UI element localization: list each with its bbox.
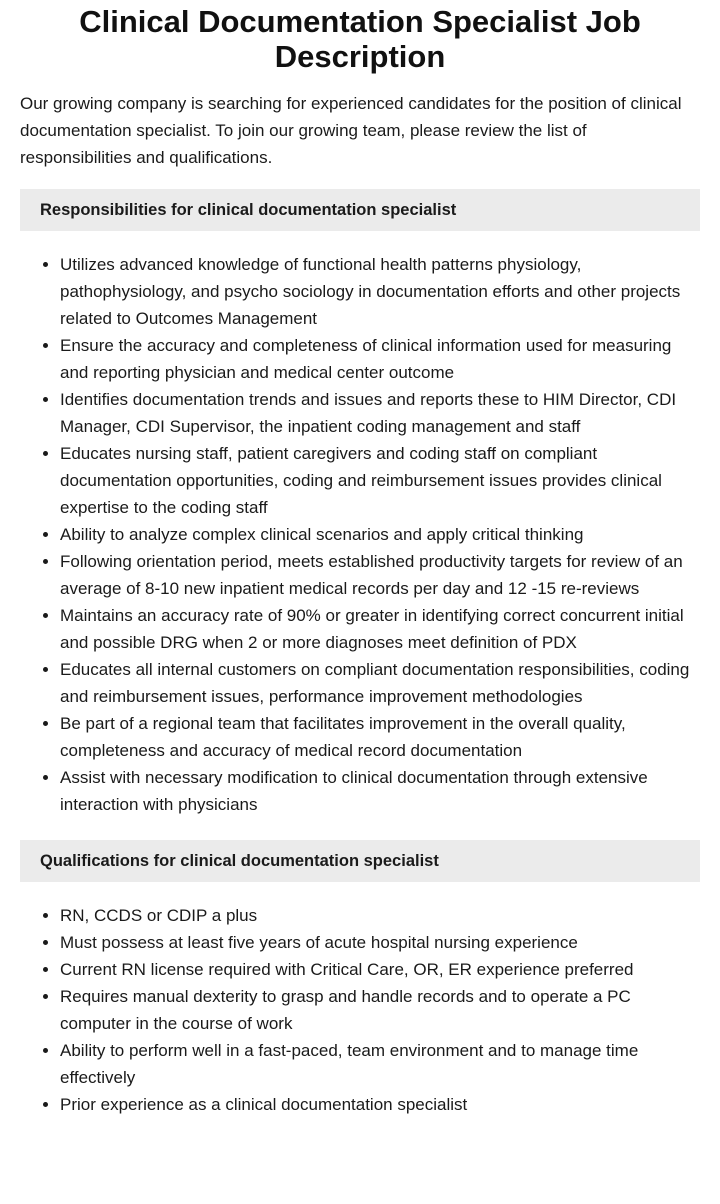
list-item: • Identifies documentation trends and issues and reports these to HIM Director, CDI Manager, CDI Supervisor, the inpatient coding management and staff (60, 386, 700, 440)
list-item: • Maintains an accuracy rate of 90% or greater in identifying correct concurrent initial and possible DRG when 2 or more diagnoses meet definition of PDX (60, 602, 700, 656)
list-item: • Assist with necessary modification to clinical documentation through extensive interaction with physicians (60, 764, 700, 818)
list-item: • Be part of a regional team that facilitates improvement in the overall quality, completeness and accuracy of medical record documentation (60, 710, 700, 764)
list-item: • Must possess at least five years of acute hospital nursing experience (60, 929, 700, 956)
qualifications-heading: Qualifications for clinical documentation specialist (20, 840, 700, 882)
intro-paragraph: Our growing company is searching for experienced candidates for the position of clinical documentation specialist. To join our growing team, please review the list of responsibilities and qualifications. (20, 94, 682, 167)
list-item: • RN, CCDS or CDIP a plus (60, 902, 700, 929)
list-item: • Ability to analyze complex clinical scenarios and apply critical thinking (60, 521, 700, 548)
responsibilities-list (20, 251, 700, 818)
list-item: • Educates all internal customers on compliant documentation responsibilities, coding and reimbursement issues, performance improvement methodologies (60, 656, 700, 710)
list-item: • Utilizes advanced knowledge of functional health patterns physiology, pathophysiology, and psycho sociology in documentation efforts and other projects related to Outcomes Management (60, 251, 700, 332)
list-item: • Current RN license required with Critical Care, OR, ER experience preferred (60, 956, 700, 983)
list-item: • Prior experience as a clinical documentation specialist (60, 1091, 700, 1118)
list-item: • Ensure the accuracy and completeness of clinical information used for measuring and reporting physician and medical center outcome (60, 332, 700, 386)
list-item: • Ability to perform well in a fast-paced, team environment and to manage time effectively (60, 1037, 700, 1091)
list-item: • Requires manual dexterity to grasp and handle records and to operate a PC computer in the course of work (60, 983, 700, 1037)
qualifications-list (20, 902, 700, 1118)
page-title: Clinical Documentation Specialist Job Description (79, 4, 641, 74)
responsibilities-heading: Responsibilities for clinical documentation specialist (20, 189, 700, 231)
job-description-page (0, 4, 720, 1118)
list-item: • Educates nursing staff, patient caregivers and coding staff on compliant documentation opportunities, coding and reimbursement issues provides clinical expertise to the coding staff (60, 440, 700, 521)
list-item: • Following orientation period, meets established productivity targets for review of an average of 8-10 new inpatient medical records per day and 12 -15 re-reviews (60, 548, 700, 602)
